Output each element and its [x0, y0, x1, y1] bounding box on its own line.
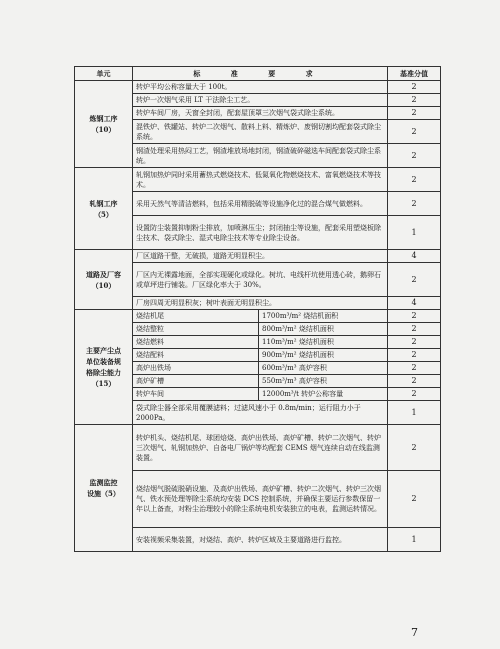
requirement-text: 转炉机头、烧结机尾、球团焙烧、高炉出铁场、高炉矿槽、转炉二次烟气、转炉三次烟气、轧钢加热炉、自备电厂锅炉等均配套 CEMS 烟气连续自动在线监测装置。 — [133, 425, 388, 471]
score-cell: 2 — [388, 94, 441, 107]
score-cell: 2 — [388, 471, 441, 528]
score-cell: 1 — [388, 401, 441, 425]
score-cell: 2 — [388, 120, 441, 144]
requirement-text: 设置防尘装置抑制粉尘排放，加喷淋压尘；封闭抽尘等设施，配套采用塑烧板除尘技术、袋式除尘、湿式电除尘技术等专业除尘设备。 — [133, 216, 388, 250]
score-cell: 2 — [388, 323, 441, 336]
dust-capacity-value: 900m³/m² 烧结机面积 — [259, 349, 388, 362]
requirement-text: 转炉一次烟气采用 LT 干法除尘工艺。 — [133, 94, 388, 107]
score-cell: 4 — [388, 250, 441, 263]
score-cell: 2 — [388, 375, 441, 388]
table-row — [75, 310, 441, 323]
score-cell: 2 — [388, 362, 441, 375]
score-cell: 2 — [388, 425, 441, 471]
score-cell: 2 — [388, 388, 441, 401]
score-cell: 1 — [388, 528, 441, 552]
requirement-text: 转炉平均公称容量大于 100t。 — [133, 81, 388, 94]
unit-cell: 主要产尘点 单位装备规 格除尘能力 （15） — [75, 310, 133, 425]
dust-capacity-value: 800m³/m² 烧结机面积 — [259, 323, 388, 336]
dust-point-name: 烧结燃料 — [133, 336, 259, 349]
requirement-text: 厂区道路干整，无破损，道路无明显积尘。 — [133, 250, 388, 263]
score-cell: 2 — [388, 144, 441, 168]
dust-point-name: 转炉车间 — [133, 388, 259, 401]
requirement-text: 采用天然气等清洁燃料，包括采用精脱硫等设施净化过的混合煤气做燃料。 — [133, 192, 388, 216]
dust-point-name: 高炉出铁场 — [133, 362, 259, 375]
unit-cell: 道路及厂容 （10） — [75, 250, 133, 310]
header-score: 基准分值 — [388, 67, 441, 81]
unit-cell: 轧钢工序 （5） — [75, 168, 133, 250]
dust-capacity-value: 550m³/m³ 高炉容积 — [259, 375, 388, 388]
score-cell: 2 — [388, 81, 441, 94]
score-cell: 2 — [388, 336, 441, 349]
dust-capacity-value: 110m³/m² 烧结机面积 — [259, 336, 388, 349]
header-unit: 单元 — [75, 67, 133, 81]
dust-point-name: 高炉矿槽 — [133, 375, 259, 388]
standards-table — [74, 66, 441, 552]
requirement-text: 厂房四周无明显积灰；树叶表面无明显积尘。 — [133, 297, 388, 310]
requirement-text: 安装视频采集装置，对烧结、高炉、转炉区域及主要道路进行监控。 — [133, 528, 388, 552]
unit-cell: 炼钢工序 （10） — [75, 81, 133, 168]
requirement-text: 袋式除尘器全部采用覆膜滤料；过滤风速小于 0.8m/min；运行阻力小于 2000Pa。 — [133, 401, 388, 425]
requirement-text: 烧结烟气脱硫脱硝设施、及高炉出铁场、高炉矿槽、转炉二次烟气、转炉三次烟气、铁水预处理等除尘系统均安装 DCS 控制系统，并确保主要运行参数保留一年以上备查，对粉尘治理较小的除尘系统电机安装独立的电表，监测运转情况。 — [133, 471, 388, 528]
table-row — [75, 425, 441, 471]
table-row — [75, 168, 441, 192]
score-cell: 2 — [388, 168, 441, 192]
score-cell: 4 — [388, 297, 441, 310]
table-row — [75, 250, 441, 263]
header-requirement: 标 准 要 求 — [133, 67, 388, 81]
dust-point-name: 烧结机尾 — [133, 310, 259, 323]
header-row — [75, 67, 441, 81]
requirement-text: 厂区内无裸露地面，全部实现硬化或绿化。树坑、电线杆坑使用透心砖，鹅卵石或草坪进行铺装。厂区绿化率大于 30%。 — [133, 263, 388, 297]
score-cell: 1 — [388, 216, 441, 250]
dust-point-name: 烧结配料 — [133, 349, 259, 362]
requirement-text: 转炉车间厂房，天窗全封闭，配套屋顶罩三次烟气袋式除尘系统。 — [133, 107, 388, 120]
dust-capacity-value: 12000m³/t 转炉公称容量 — [259, 388, 388, 401]
dust-point-name: 烧结整粒 — [133, 323, 259, 336]
requirement-text: 钢渣处理采用热闷工艺，钢渣堆放场地封闭，钢渣破碎磁选车间配套袋式除尘系统。 — [133, 144, 388, 168]
page-number: 7 — [411, 626, 418, 639]
requirement-text: 轧钢加热炉同时采用蓄热式燃烧技术、低氮氧化物燃烧技术、富氧燃烧技术等技术。 — [133, 168, 388, 192]
table-row — [75, 81, 441, 94]
score-cell: 2 — [388, 349, 441, 362]
unit-cell: 监测监控 设施（5） — [75, 425, 133, 552]
score-cell: 2 — [388, 310, 441, 323]
dust-capacity-value: 600m³/m³ 高炉容积 — [259, 362, 388, 375]
score-cell: 2 — [388, 192, 441, 216]
score-cell: 2 — [388, 107, 441, 120]
score-cell: 2 — [388, 263, 441, 297]
dust-capacity-value: 1700m³/m² 烧结机面积 — [259, 310, 388, 323]
requirement-text: 混铁炉、铁罐站、转炉二次烟气、散料上料、精炼炉、废钢切割均配套袋式除尘系统。 — [133, 120, 388, 144]
